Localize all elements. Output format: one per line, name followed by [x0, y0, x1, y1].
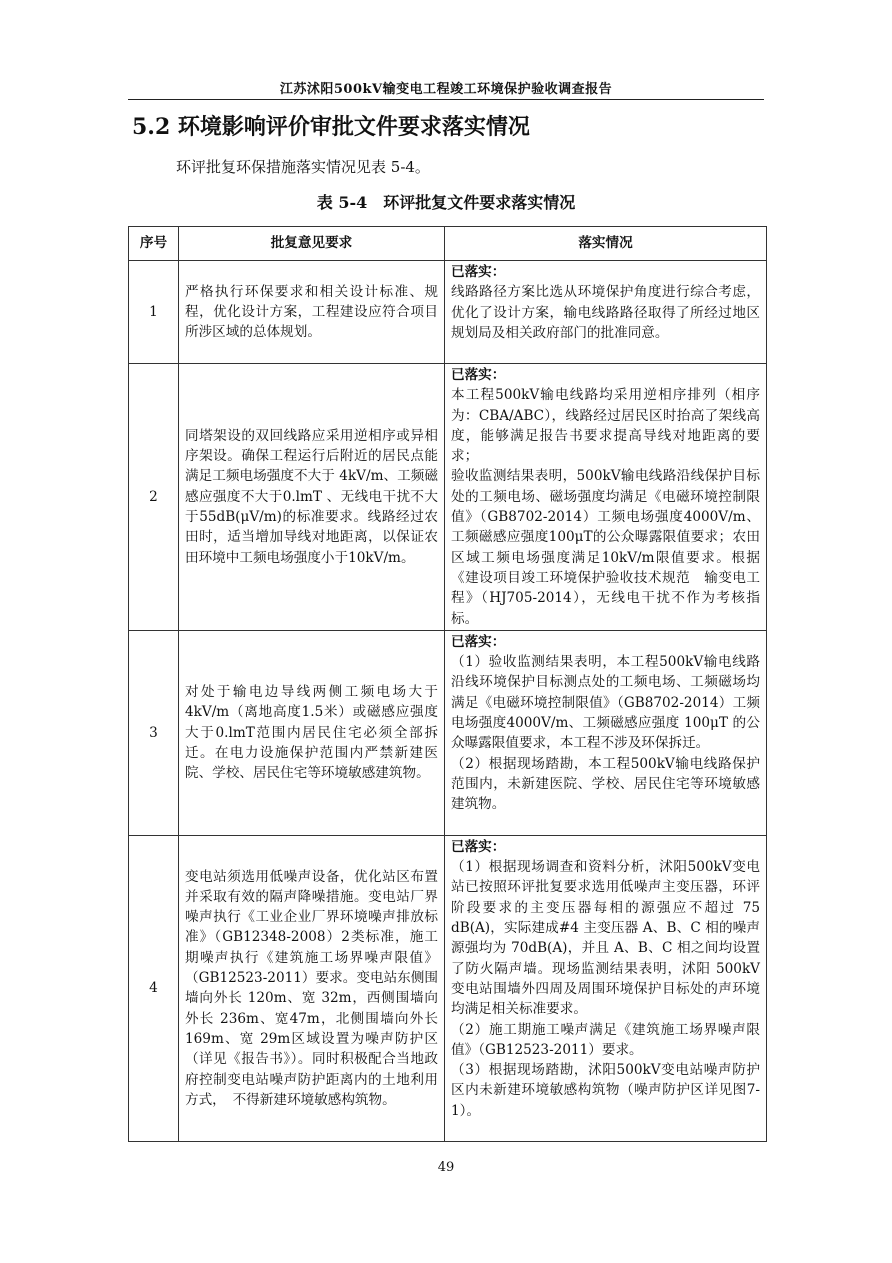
- approval-table: [128, 226, 767, 1142]
- table-row: [129, 835, 767, 1141]
- row-number: 3: [129, 630, 179, 835]
- column-header-requirement: 批复意见要求: [179, 227, 445, 261]
- header-rule: [128, 99, 764, 100]
- status-label: 已落实：: [451, 264, 506, 280]
- column-header-no: 序号: [129, 227, 179, 261]
- implementation-paragraph: （3）根据现场踏勘，沭阳500kV变电站噪声防护区内未新建环境敏感构筑物（噪声防护区详见图7-1）。: [451, 1062, 760, 1119]
- requirement-cell: 对处于输电边导线两侧工频电场大于4kV/m（离地高度1.5米）或磁感应强度大于0.lmT范围内居民住宅必须全部拆迁。在电力设施保护范围内严禁新建医院、学校、居民住宅等环境敏感建筑物。: [179, 630, 445, 835]
- row-number: 4: [129, 835, 179, 1141]
- status-label: 已落实：: [451, 367, 506, 383]
- table-row: [129, 630, 767, 835]
- implementation-paragraph: （1）验收监测结果表明，本工程500kV输电线路沿线环境保护目标测点处的工频电场、工频磁场均满足《电磁环境控制限值》（GB8702-2014）工频电场强度4000V/m、工频磁感应强度 100μT 的公众曝露限值要求，本工程不涉及环保拆迁。: [451, 654, 760, 752]
- section-title: 5.2 环境影响评价审批文件要求落实情况: [132, 114, 530, 140]
- implementation-paragraph: 线路路径方案比选从环境保护角度进行综合考虑，优化了设计方案，输电线路路径取得了所经过地区规划局及相关政府部门的批准同意。: [451, 284, 760, 341]
- column-header-implementation: 落实情况: [445, 227, 767, 261]
- requirement-cell: 变电站须选用低噪声设备，优化站区布置并采取有效的隔声降噪措施。变电站厂界噪声执行《工业企业厂界环境噪声排放标准》（GB12348-2008）2类标准，施工期噪声执行《建筑施工场界噪声限值》（GB12523-2011）要求。变电站东侧围墙向外长 120m、宽 32m，西侧围墙向外长 236m、宽47m，北侧围墙向外长 169m、宽 29m区域设置为噪声防护区（详见《报告书》）。同时积极配合当地政府控制变电站噪声防护距离内的土地利用方式， 不得新建环境敏感构筑物。: [179, 835, 445, 1141]
- intro-paragraph: 环评批复环保措施落实情况见表 5-4。: [176, 158, 430, 176]
- implementation-paragraph: 本工程500kV输电线路均采用逆相序排列（相序为：CBA/ABC），线路经过居民区时抬高了架线高度，能够满足报告书要求提高导线对地距离的要求；: [451, 387, 760, 465]
- table-header-row: [129, 227, 767, 261]
- implementation-paragraph: （2）施工期施工噪声满足《建筑施工场界噪声限值》（GB12523-2011）要求。: [451, 1021, 760, 1058]
- implementation-cell: [445, 261, 767, 364]
- row-number: 1: [129, 261, 179, 364]
- implementation-cell: [445, 835, 767, 1141]
- implementation-cell: [445, 364, 767, 631]
- running-header: 江苏沭阳500kV输变电工程竣工环境保护验收调查报告: [279, 82, 613, 97]
- implementation-paragraph: （2）根据现场踏勘，本工程500kV输电线路保护范围内，未新建医院、学校、居民住宅等环境敏感建筑物。: [451, 755, 760, 813]
- table-row: [129, 364, 767, 631]
- row-number: 2: [129, 364, 179, 631]
- table-caption: 表 5-4 环评批复文件要求落实情况: [316, 193, 576, 212]
- implementation-cell: [445, 630, 767, 835]
- implementation-paragraph: （1）根据现场调查和资料分析，沭阳500kV变电站已按照环评批复要求选用低噪声主变压器，环评阶段要求的主变压器每相的源强应不超过 75 dB(A)，实际建成#4 主变压器 A、B、C 相的噪声源强均为 70dB(A)，并且 A、B、C 相之间均设置了防火隔声墙。现场监测结果表明，沭阳 500kV 变电站围墙外四周及周围环境保护目标处的声环境均满足相关标准要求。: [451, 859, 760, 1018]
- page-number: 49: [437, 1160, 455, 1175]
- status-label: 已落实：: [451, 838, 506, 855]
- implementation-paragraph: 验收监测结果表明，500kV输电线路沿线保护目标处的工频电场、磁场强度均满足《电磁环境控制限值》（GB8702-2014）工频电场强度4000V/m、工频磁感应强度100μT的公众曝露限值要求；农田区域工频电场强度满足10kV/m限值要求。根据《建设项目竣工环境保护验收技术规范 输变电工程》（HJ705-2014），无线电干扰不作为考核指标。: [451, 468, 760, 627]
- table-row: [129, 261, 767, 364]
- requirement-cell: 同塔架设的双回线路应采用逆相序或异相序架设。确保工程运行后附近的居民点能满足工频电场强度不大于 4kV/m、工频磁感应强度不大于0.lmT 、无线电干扰不大于55dB(μV/m)的标准要求。线路经过农田时，适当增加导线对地距离，以保证农田环境中工频电场强度小于10kV/m。: [179, 364, 445, 631]
- status-label: 已落实：: [451, 633, 506, 650]
- requirement-cell: 严格执行环保要求和相关设计标准、规程，优化设计方案，工程建设应符合项目所涉区域的总体规划。: [179, 261, 445, 364]
